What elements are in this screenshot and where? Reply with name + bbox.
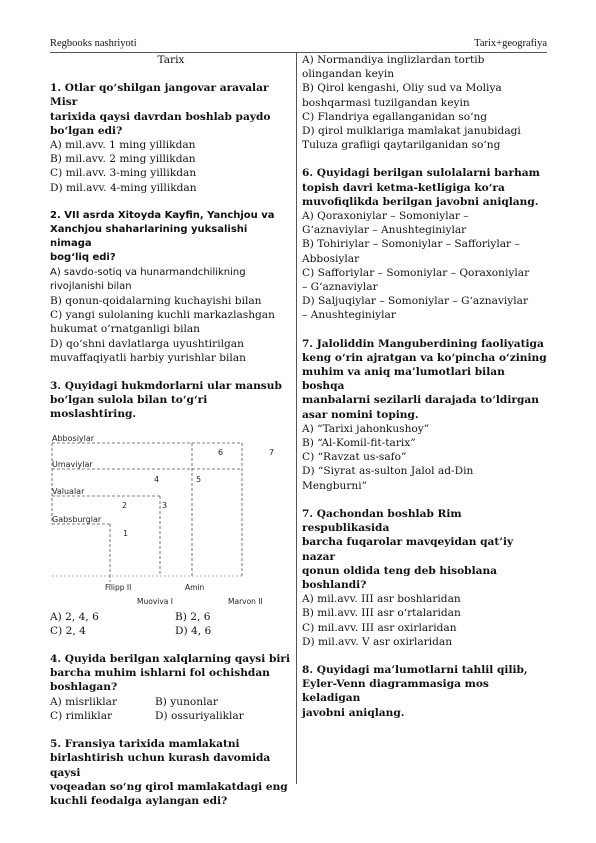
question-7-options (302, 422, 548, 493)
region-number: 2 (122, 500, 128, 510)
question-7-text (302, 337, 548, 422)
question-3-text (50, 379, 292, 422)
region-number: 1 (123, 528, 129, 538)
row-label: Umaviylar (52, 459, 93, 469)
row-label: Valualar (52, 486, 85, 496)
question-6-text (302, 166, 548, 209)
q-line: birlashtirish uchun kurash davomida qaysi (50, 752, 271, 779)
option-a-cont: G‘aznaviylar – Anushteginiylar (302, 224, 467, 237)
q-line: tarixida qaysi davrdan boshlab paydo (50, 110, 271, 123)
q-line: 8. Quyidagi ma’lumotlarni tahlil qilib, (302, 663, 528, 676)
q-line: 4. Quyida berilgan xalqlarning qaysi biri (50, 653, 291, 666)
q-line: bo‘lgan edi? (50, 124, 123, 137)
option-d-cont: Tuluza grafligi qaytarilganidan so‘ng (302, 139, 501, 152)
option-d: D) qo‘shni davlatlarga uyushtirilgan (50, 337, 244, 350)
question-5-options (302, 53, 548, 152)
option-d: D) qirol mulklariga mamlakat janubidagi (302, 125, 521, 138)
q-line: voqeadan so‘ng qirol mamlakatdagi eng (50, 780, 288, 793)
region-number: 6 (218, 447, 224, 457)
option-a: A) misrliklar (50, 695, 118, 708)
q-line: 1. Otlar qo‘shilgan jangovar aravalar Misr (50, 82, 269, 109)
option-a: A) Qoraxoniylar – Somoniylar – (302, 210, 469, 223)
option-a: A) “Tarixi jahonkushoy” (302, 422, 430, 435)
section-title: Tarix (157, 54, 185, 66)
option-b: B) Qirol kengashi, Oliy sud va Moliya (302, 82, 502, 95)
q-line: 2. VII asrda Xitoyda Kayfin, Yanchjou va (50, 209, 275, 221)
region-number: 3 (162, 500, 168, 510)
question-1-options (50, 138, 292, 195)
option-a: A) mil.avv. III asr boshlaridan (302, 593, 461, 606)
option-d: D) “Siyrat as-sulton Jalol ad-Din (302, 465, 474, 478)
left-column (50, 53, 292, 808)
question-4-options (50, 695, 292, 723)
q-line: javobni aniqlang. (302, 706, 405, 719)
option-a-cont: rivojlanishi bilan (50, 280, 132, 292)
option-d: D) mil.avv. V asr oxirlaridan (302, 635, 453, 648)
option-d: D) mil.avv. 4-ming yillikdan (50, 181, 197, 194)
q-line: topish davri ketma-ketligiga ko‘ra (302, 181, 505, 194)
question-3-options (50, 610, 292, 638)
q-line: 6. Quyidagi berilgan sulolalarni barham (302, 167, 540, 180)
option-c: C) Safforiylar – Somoniylar – Qoraxoniylar (302, 266, 530, 279)
axis-label: Muoviya I (137, 596, 173, 604)
question-6-options (302, 209, 548, 323)
question-7b-options (302, 592, 548, 649)
question-5-text (50, 737, 292, 808)
option-d-cont: – Anushteginiylar (302, 309, 396, 322)
option-d: D) Saljuqiylar – Somoniylar – G‘aznaviylar (302, 295, 529, 308)
q-line: bog‘liq edi? (50, 252, 116, 264)
q-line: muhim va aniq ma’lumotlari bilan boshqa (302, 366, 505, 393)
option-b: B) mil.avv. III asr o‘rtalaridan (302, 607, 461, 620)
option-a: A) savdo-sotiq va hunarmandchilikning (50, 266, 246, 278)
q-line: 3. Quyidagi hukmdorlarni ular mansub (50, 380, 282, 393)
question-2-options (50, 266, 292, 365)
region-number: 5 (196, 474, 202, 484)
region-number: 7 (269, 447, 275, 457)
subject-name: Tarix+geografiya (474, 38, 547, 49)
q-line: barcha muhim ishlarni fol ochishdan (50, 667, 270, 680)
option-b-cont: boshqarmasi tuzilgandan keyin (302, 96, 470, 109)
option-d-cont: muvaffaqiyatli harbiy yurishlar bilan (50, 351, 246, 364)
option-c: C) “Ravzat us-safo” (302, 451, 407, 464)
option-c: C) Flandriya egallanganidan so‘ng (302, 110, 488, 123)
q-line: 5. Fransiya tarixida mamlakatni (50, 738, 240, 751)
option-a: A) Normandiya inglizlardan tortib (302, 54, 485, 66)
option-a-cont: olingandan keyin (302, 68, 395, 81)
axis-label: Filipp II (105, 582, 132, 592)
option-d: D) 4, 6 (175, 624, 212, 637)
option-c-cont: hukumat o‘rnatganligi bilan (50, 323, 201, 336)
option-c-cont: – G‘aznaviylar (302, 281, 378, 294)
option-b: B) 2, 6 (175, 610, 211, 623)
row-label: Gabsburglar (52, 514, 102, 524)
q-line: bo‘lgan sulola bilan to‘g‘ri moslashtiring. (50, 394, 208, 421)
q-line: Xanchjou shaharlarining yuksalishi nimaga (50, 224, 248, 250)
right-column (302, 53, 548, 720)
option-a: A) mil.avv. 1 ming yillikdan (50, 139, 196, 152)
axis-label: Marvon II (228, 596, 263, 604)
row-label: Abbosiylar (52, 433, 95, 443)
q-line: muvofiqlikda berilgan javobni aniqlang. (302, 195, 539, 208)
option-a: A) 2, 4, 6 (50, 610, 99, 623)
option-d-cont: Mengburni” (302, 479, 368, 492)
q-line: barcha fuqarolar mavqeyidan qat’iy nazar (302, 536, 514, 563)
question-1-text (50, 81, 292, 138)
question-7b-text (302, 507, 548, 592)
option-c: C) 2, 4 (50, 624, 86, 637)
column-divider (296, 52, 297, 784)
option-b-cont: Abbosiylar (302, 252, 360, 265)
q-line: boshlagan? (50, 681, 118, 694)
question-8-text (302, 663, 548, 720)
q-line: qonun oldida teng deb hisoblana boshlandi? (302, 564, 498, 591)
q-line: asar nomini toping. (302, 408, 419, 421)
option-c: C) yangi sulolaning kuchli markazlashgan (50, 309, 275, 322)
q-line: 7. Qachondan boshlab Rim respublikasida (302, 507, 462, 535)
dynasty-diagram (50, 424, 292, 604)
axis-label: Amin (185, 582, 205, 592)
q-line: 7. Jaloliddin Manguberdining faoliyatiga (302, 337, 544, 350)
option-b: B) Tohiriylar – Somoniylar – Safforiylar – (302, 238, 520, 251)
q-line: keng o‘rin ajratgan va ko‘pincha o‘zining (302, 351, 547, 364)
option-b: B) mil.avv. 2 ming yillikdan (50, 153, 196, 166)
region-number: 4 (154, 474, 160, 484)
option-c: C) rimliklar (50, 709, 113, 722)
option-b: B) qonun-qoidalarning kuchayishi bilan (50, 295, 262, 308)
q-line: manbalarni sezilarli darajada to‘ldirgan (302, 394, 539, 407)
publisher-name: Regbooks nashriyoti (50, 38, 137, 49)
option-d: D) ossuriyaliklar (155, 709, 244, 722)
option-c: C) mil.avv. III asr oxirlaridan (302, 621, 457, 634)
option-b: B) “Al-Komil-fit-tarix” (302, 437, 416, 450)
q-line: Eyler-Venn diagrammasiga mos keladigan (302, 678, 489, 705)
option-b: B) yunonlar (155, 695, 218, 708)
option-c: C) mil.avv. 3-ming yillikdan (50, 167, 197, 180)
q-line: kuchli feodalga aylangan edi? (50, 794, 228, 807)
question-2-text (50, 209, 292, 266)
page-header (50, 38, 547, 52)
question-4-text (50, 652, 292, 695)
